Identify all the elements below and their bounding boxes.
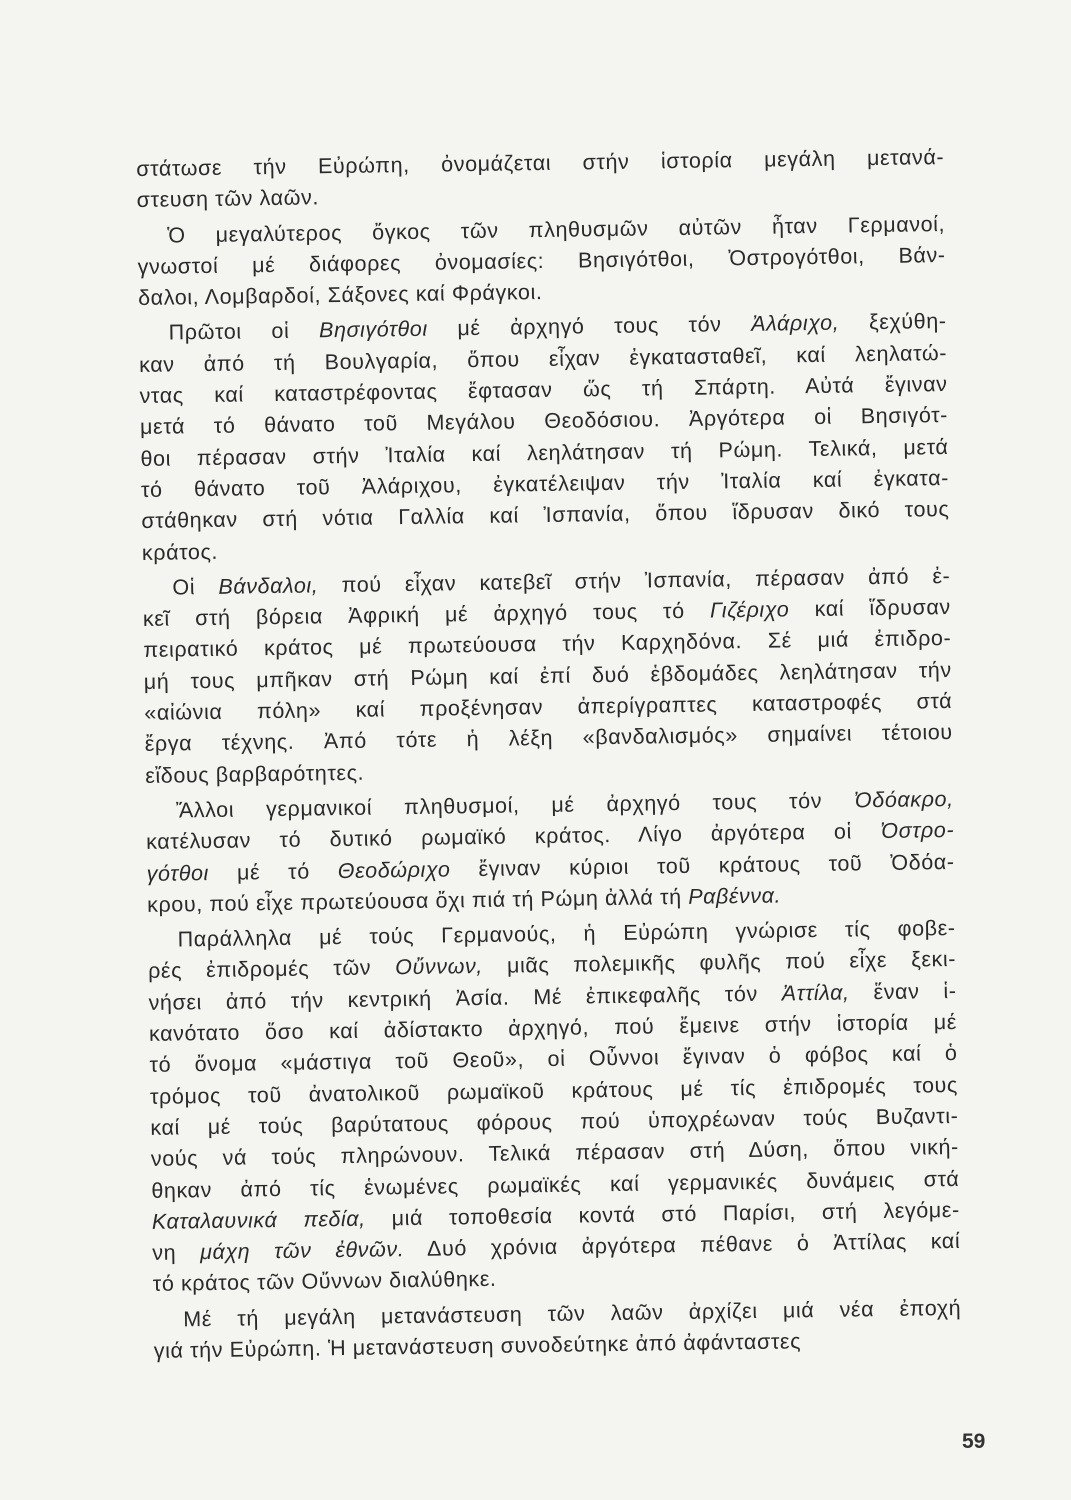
text-run: Οἱ — [172, 574, 219, 600]
text-run: Πρῶτοι οἱ — [168, 318, 320, 346]
italic-term: γότθοι — [146, 860, 210, 886]
italic-term: Βάνδαλοι, — [218, 573, 319, 599]
text-run: κεῖ στή βόρεια Ἀφρική μέ ἀρχηγό τους τό — [142, 598, 711, 632]
text-run: τό κράτος τῶν Οὔννων διαλύθηκε. — [152, 1267, 497, 1297]
text-run: Δυό χρόνια ἀργότερα πέθανε ὁ Ἀττίλας καί — [404, 1228, 961, 1262]
text-run: νη — [152, 1240, 201, 1265]
text-run: ντας καί καταστρέφοντας ἔφτασαν ὥς τή Σπάρτη. Αὐτά ἔγιναν — [139, 372, 948, 409]
text-run: κράτος. — [141, 539, 219, 565]
text-run: ἔγιναν κύριοι τοῦ κράτους τοῦ Ὀδόα- — [450, 849, 955, 881]
text-run: στάτωσε τήν Εὐρώπη, ὀνομάζεται στήν ἱστορία μεγάλη μετανά- — [136, 145, 945, 181]
text-run: μετά τό θάνατο τοῦ Μεγάλου Θεοδόσιου. Ἀργότερα οἱ Βησιγότ- — [139, 403, 949, 440]
text-run: μιᾶς πολεμικῆς φυλῆς πού εἶχε ξεκι- — [482, 947, 957, 979]
paragraph — [137, 209, 946, 315]
italic-term: Βησιγότθοι — [318, 317, 428, 343]
italic-term: Θεοδώριχο — [337, 856, 451, 883]
italic-term: Ἀττίλα, — [781, 980, 850, 1006]
text-run: νούς νά τούς πληρώνουν. Τελικά πέρασαν στή Δύση, ὅπου νική- — [150, 1135, 960, 1172]
text-run: ἔργα τέχνης. Ἀπό τότε ἡ λέξη «βανδαλισμός» σημαίνει τέτοιου — [144, 720, 953, 757]
text-run: θοι πέρασαν στήν Ἰταλία καί λεηλάτησαν τή Ρώμη. Τελικά, μετά — [140, 434, 949, 471]
italic-term: Ὀστρο- — [880, 818, 955, 844]
text-run: τρόμος τοῦ ἀνατολικοῦ ρωμαϊκοῦ κράτους μέ τίς ἐπιδρομές τους — [149, 1072, 959, 1109]
paragraph — [142, 561, 953, 792]
text-run: ρές ἐπιδρομές τῶν — [147, 955, 396, 984]
text-run: Ὁ μεγαλύτερος ὄγκος τῶν πληθυσμῶν αὐτῶν ἦταν Γερμανοί, — [167, 211, 946, 248]
italic-term: Οὔννων, — [395, 954, 484, 980]
paragraph — [147, 913, 960, 1301]
text-run: θηκαν ἀπό τίς ἑνωμένες ρωμαϊκές καί γερμανικές δυνάμεις στά — [151, 1166, 960, 1203]
text-run: στάθηκαν στή νότια Γαλλία καί Ἰσπανία, ὅπου ἵδρυσαν δικό τους — [141, 497, 950, 534]
text-run: ἕναν ἱ- — [849, 978, 957, 1005]
text-run: «αἰώνια πόλη» καί προξένησαν ἀπερίγραπτες καταστροφές στά — [144, 689, 953, 725]
text-run: καν ἀπό τή Βουλγαρία, ὅπου εἶχαν ἐγκατασταθεῖ, καί λεηλατώ- — [138, 340, 948, 377]
text-run: Μέ τή μεγάλη μετανάστευση τῶν λαῶν ἀρχίζει μιά νέα ἐποχή — [183, 1295, 962, 1332]
text-run: ξεχύθη- — [839, 309, 947, 336]
text-run: τό ὄνομα «μάστιγα τοῦ Θεοῦ», οἱ Οὖννοι ἔγιναν ὁ φόβος καί ὁ — [149, 1041, 958, 1078]
text-run: δαλοι, Λομβαρδοί, Σάξονες καί Φράγκοι. — [137, 280, 543, 311]
text-run: γνωστοί μέ διάφορες ὀνομασίες: Βησιγότθοι, Ὀστρογότθοι, Βάν- — [137, 242, 946, 279]
italic-term: Γιζέριχο — [709, 597, 790, 623]
page-number: 59 — [962, 1430, 986, 1453]
text-run: στευση τῶν λαῶν. — [136, 185, 320, 213]
page-body-text — [136, 142, 962, 1367]
text-run: εἴδους βαρβαρότητες. — [145, 760, 365, 788]
text-run: καί μέ τούς βαρύτατους φόρους πού ὑποχρέωναν τούς Βυζαντι- — [150, 1103, 959, 1140]
text-run: πού εἶχαν κατεβεῖ στήν Ἰσπανία, πέρασαν ἀπό ἐ- — [318, 563, 951, 598]
text-run: γιά τήν Εὐρώπη. Ἡ μετανάστευση συνοδεύτηκε ἀπό ἀφάνταστες — [153, 1329, 802, 1363]
italic-term: Ὀδόακρο, — [853, 786, 954, 813]
text-run: Παράλληλα μέ τούς Γερμανούς, ἡ Εὐρώπη γνώρισε τίς φοβε- — [177, 916, 956, 952]
paragraph — [146, 784, 956, 921]
text-run: κρου, πού εἶχε πρωτεύουσα ὄχι πιά τή Ρώμη ἀλλά τή — [146, 884, 689, 917]
paragraph — [138, 306, 950, 568]
text-run: νήσει ἀπό τήν κεντρική Ἀσία. Μέ ἐπικεφαλῆς τόν — [148, 981, 782, 1015]
paragraph — [153, 1293, 962, 1368]
text-run: μέ ἀρχηγό τους τόν — [427, 312, 752, 342]
text-run: μή τους μπῆκαν στή Ρώμη καί ἐπί δυό ἑβδομάδες λεηλάτησαν τήν — [143, 657, 952, 694]
text-run: μέ τό — [208, 858, 339, 885]
text-run: μιά τοποθεσία κοντά στό Παρίσι, στή λεγόμε- — [365, 1197, 960, 1231]
text-run: τό θάνατο τοῦ Ἀλάριχου, ἐγκατέλειψαν τήν Ἰταλία καί ἐγκατα- — [140, 465, 950, 502]
italic-term: μάχη τῶν ἐθνῶν. — [199, 1237, 405, 1265]
italic-term: Ἀλάριχο, — [751, 311, 840, 337]
text-run: πειρατικό κράτος μέ πρωτεύουσα τήν Καρχηδόνα. Σέ μιά ἐπιδρο- — [143, 626, 952, 663]
italic-term: Καταλαυνικά πεδία, — [151, 1206, 366, 1234]
text-run: Ἄλλοι γερμανικοί πληθυσμοί, μέ ἀρχηγό τους τόν — [175, 788, 855, 823]
text-run: καί ἵδρυσαν — [789, 595, 951, 622]
paragraph — [136, 142, 945, 217]
text-run: κανότατο ὅσο καί ἀδίστακτο ἀρχηγό, πού ἔμεινε στήν ἱστορία μέ — [148, 1009, 958, 1046]
italic-term: Ραβέννα. — [688, 883, 782, 909]
text-run: κατέλυσαν τό δυτικό ρωμαϊκό κράτος. Λίγο ἀργότερα οἱ — [146, 819, 881, 855]
